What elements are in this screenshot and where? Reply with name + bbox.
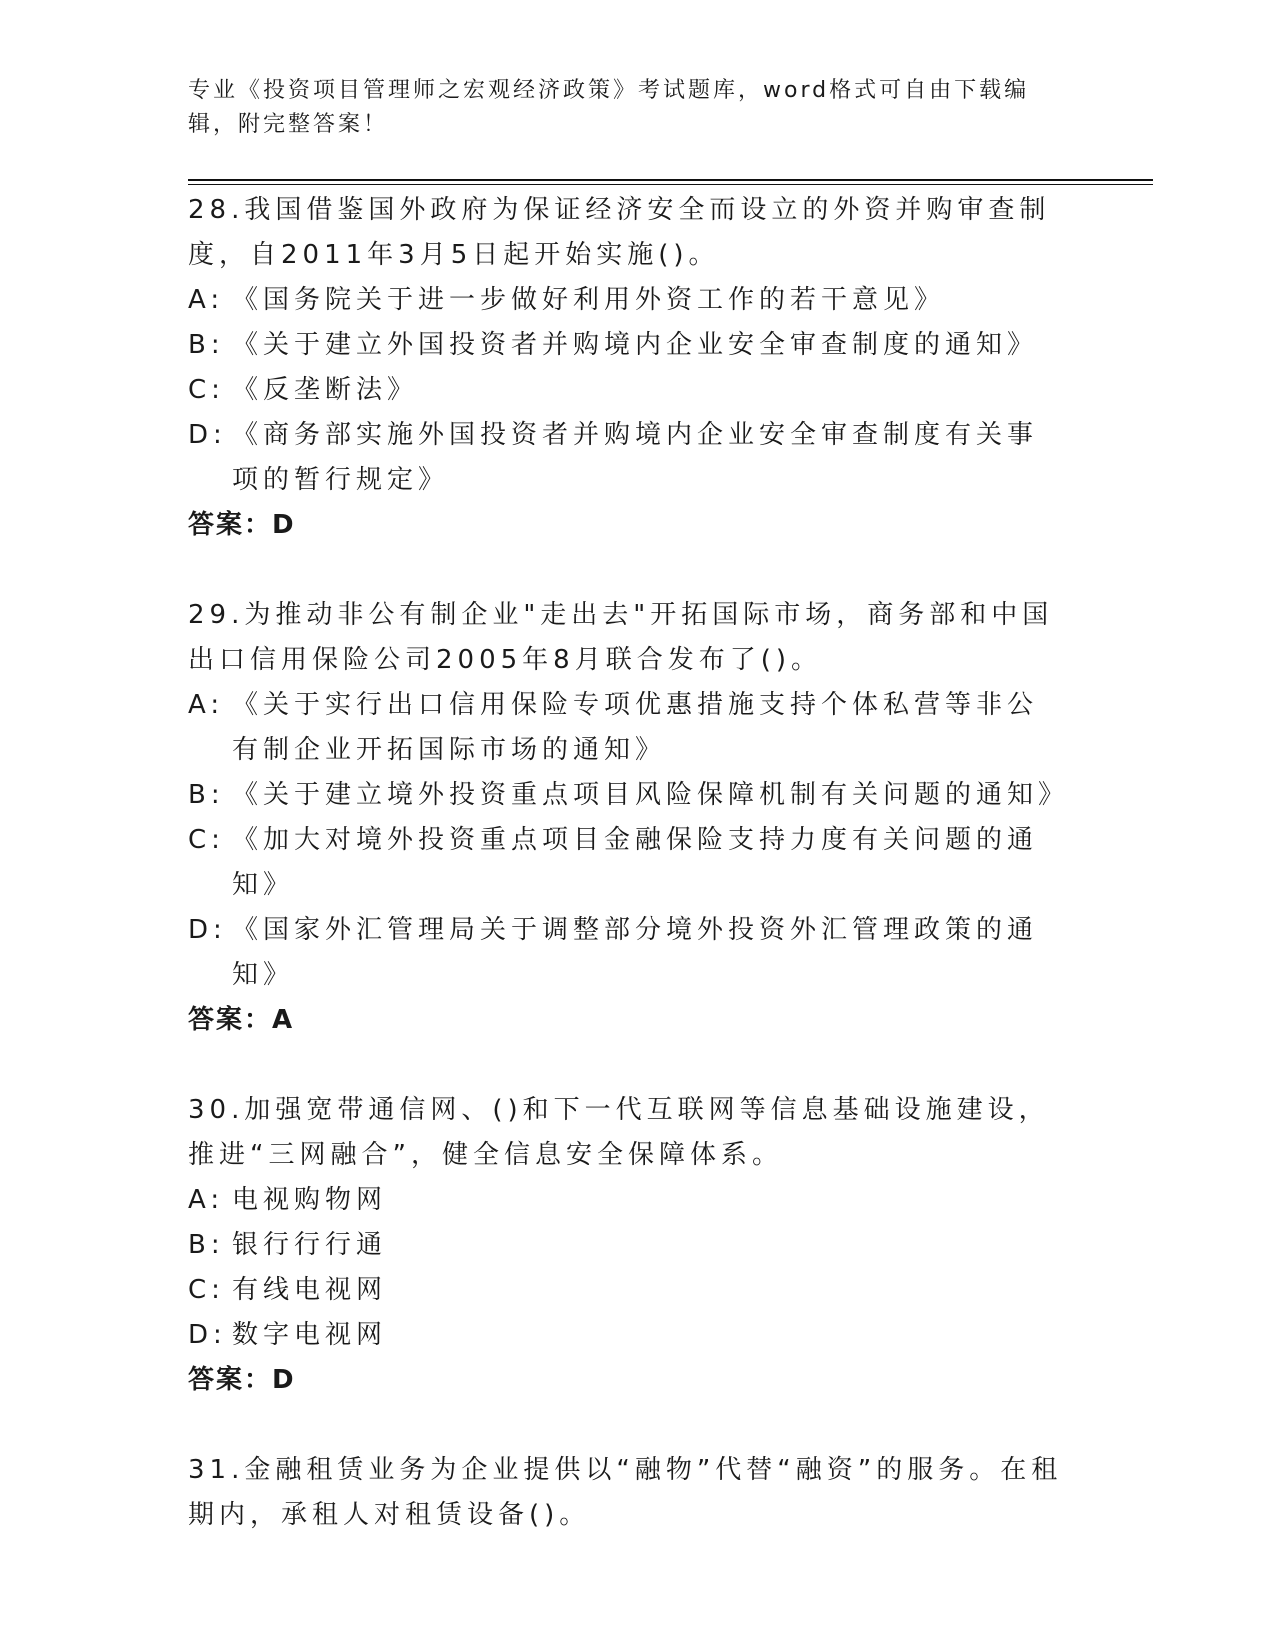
option-a xyxy=(188,278,1068,323)
option-c xyxy=(188,368,1068,413)
option-text: 数字电视网 xyxy=(232,1320,388,1350)
option-text: 《关于实行出口信用保险专项优惠措施支持个体私营等非公有制企业开拓国际市场的通知》 xyxy=(232,690,1039,765)
option-text: 《国务院关于进一步做好利用外资工作的若干意见》 xyxy=(232,285,946,315)
question-30 xyxy=(188,1088,1068,1403)
option-b xyxy=(188,773,1068,818)
answer-line: 答案：D xyxy=(188,1365,296,1395)
question-text: 30.加强宽带通信网、()和下一代互联网等信息基础设施建设，推进“三网融合”，健全信息安全保障体系。 xyxy=(188,1095,1050,1170)
header-divider-thin xyxy=(188,184,1153,185)
option-key: A: xyxy=(188,690,225,720)
option-b xyxy=(188,1223,1068,1268)
option-b xyxy=(188,323,1068,368)
question-spacer xyxy=(188,548,1068,593)
option-key: A: xyxy=(188,285,225,315)
option-key: B: xyxy=(188,780,225,810)
answer-line: 答案：A xyxy=(188,1005,295,1035)
answer-line: 答案：D xyxy=(188,510,296,540)
question-28 xyxy=(188,188,1068,548)
option-key: D: xyxy=(188,915,227,945)
option-c xyxy=(188,818,1068,908)
question-text: 28.我国借鉴国外政府为保证经济安全而设立的外资并购审查制度，自2011年3月5日起开始实施()。 xyxy=(188,195,1051,270)
option-key: D: xyxy=(188,1320,227,1350)
option-a xyxy=(188,1178,1068,1223)
option-d xyxy=(188,908,1068,998)
question-spacer xyxy=(188,1403,1068,1448)
option-key: C: xyxy=(188,375,225,405)
option-d xyxy=(188,413,1068,503)
option-text: 《加大对境外投资重点项目金融保险支持力度有关问题的通知》 xyxy=(232,825,1039,900)
option-key: A: xyxy=(188,1185,225,1215)
option-text: 《反垄断法》 xyxy=(232,375,419,405)
question-list xyxy=(188,188,1068,1538)
document-header: 专业《投资项目管理师之宏观经济政策》考试题库，word格式可自由下载编辑，附完整答案！ xyxy=(188,78,1030,137)
option-text: 《关于建立境外投资重点项目风险保障机制有关问题的通知》 xyxy=(232,780,1070,810)
option-text: 银行行行通 xyxy=(232,1230,388,1260)
option-key: B: xyxy=(188,330,225,360)
option-text: 电视购物网 xyxy=(232,1185,388,1215)
header-divider-thick xyxy=(188,179,1153,181)
question-31 xyxy=(188,1448,1068,1538)
option-a xyxy=(188,683,1068,773)
option-text: 《商务部实施外国投资者并购境内企业安全审查制度有关事项的暂行规定》 xyxy=(232,420,1039,495)
option-key: C: xyxy=(188,1275,225,1305)
option-text: 《国家外汇管理局关于调整部分境外投资外汇管理政策的通知》 xyxy=(232,915,1039,990)
question-text: 29.为推动非公有制企业"走出去"开拓国际市场，商务部和中国出口信用保险公司2005年8月联合发布了()。 xyxy=(188,600,1054,675)
option-text: 有线电视网 xyxy=(232,1275,388,1305)
question-29 xyxy=(188,593,1068,1043)
option-text: 《关于建立外国投资者并购境内企业安全审查制度的通知》 xyxy=(232,330,1039,360)
option-key: D: xyxy=(188,420,227,450)
option-d xyxy=(188,1313,1068,1358)
question-spacer xyxy=(188,1043,1068,1088)
option-c xyxy=(188,1268,1068,1313)
question-text: 31.金融租赁业务为企业提供以“融物”代替“融资”的服务。在租期内，承租人对租赁设备()。 xyxy=(188,1455,1063,1530)
option-key: C: xyxy=(188,825,225,855)
option-key: B: xyxy=(188,1230,225,1260)
